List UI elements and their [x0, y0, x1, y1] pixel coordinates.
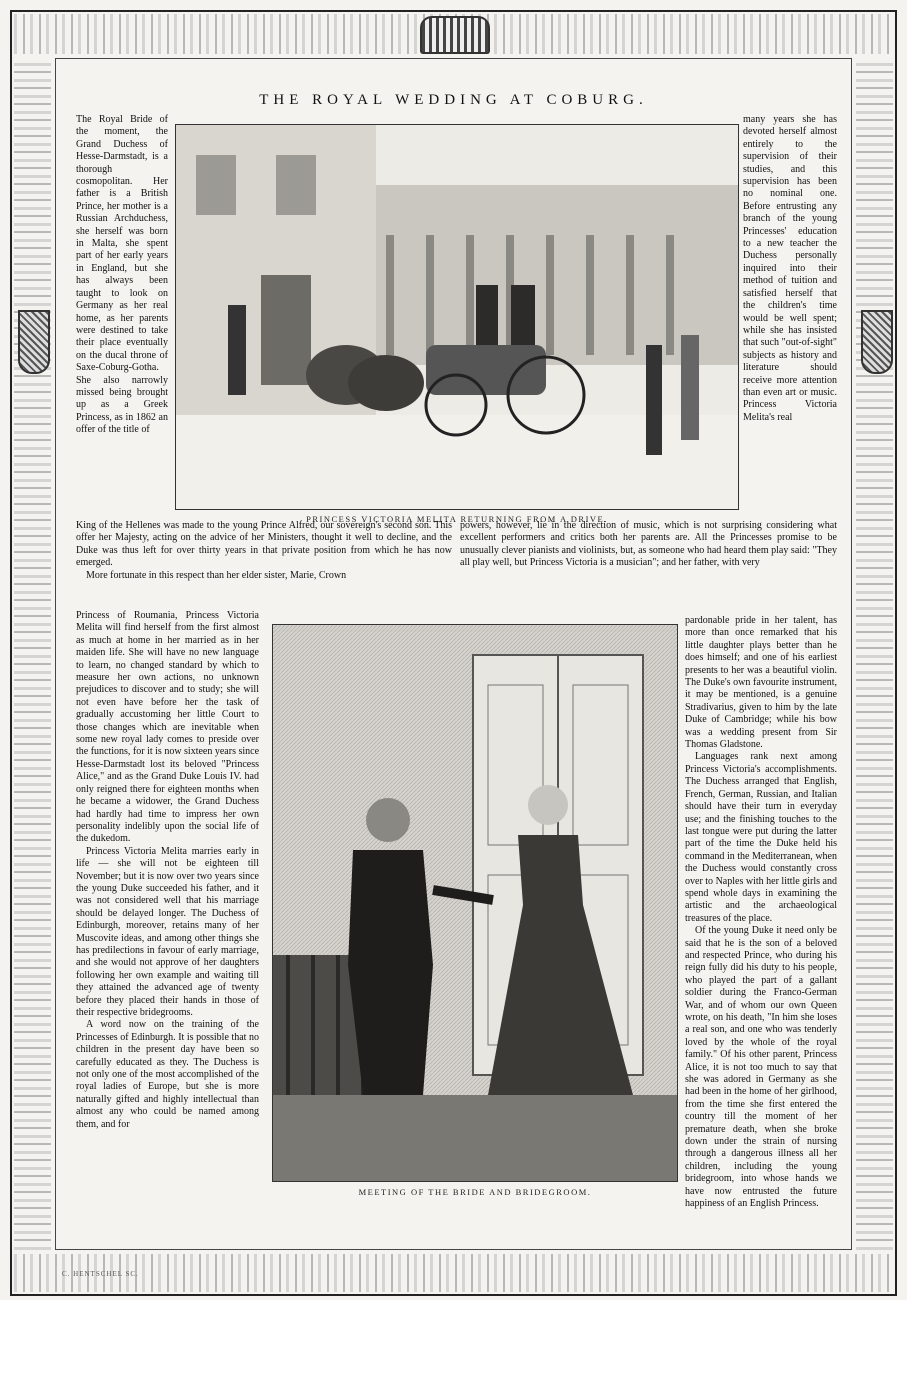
paragraph: many years she has devoted herself almost entirely to the supervision of their studies, and this supervision has been no nominal one. Before entrusting any branch of the young Princesses' education to a new teacher the Duchess personally inquired into their method of tuition and satisfied herself that the children's time would be well spent; while she has insisted that such "out-of-sight" subjects as history and literature should receive more attention than even art or music. Princess Victoria Melita's real [743, 114, 837, 423]
paragraph: Princess of Roumania, Princess Victoria Melita will find herself from the first almost as much at home in her married as in her maiden life. She will have no new language to learn, no changed standard by which to measure her own actions, no unknown prejudices to discover and to study; she will not even have before her the task of gradually accustoming her little Court to those changes which are inevitable when some new royal lady comes to preside over the functions, for it is now sixteen years since Hesse-Darmstadt lost its beloved "Princess Alice," and as the Grand Duke Louis IV. had only reigned there for eighteen months when he became a widower, the Grand Duchess had hardly had time to impress her own personality indelibly upon the social life of the dukedom. [76, 610, 260, 845]
paragraph: Of the young Duke it need only be said that he is the son of a beloved and respected Prince, who during his reign fully did his duty to his people, who played the part of a gallant soldier during the Franco-German War, and of whom our own Queen wrote, on his death, "In him she loses a real son, and one who was tenderly loved by the whole of the royal family." Of his other parent, Princess Alice, it is not too much to say that she was adored in Germany as she had been in the home of her girlhood, from the time she first entered the country till the moment of her premature death, when she broke down under the strain of nursing through a dangerous illness all her children, including the young bridegroom, into whose hands we have now entrusted the future happiness of an English Princess. [685, 925, 837, 1210]
illustration-caption-drive: PRINCESS VICTORIA MELITA RETURNING FROM A DRIVE. [306, 514, 608, 524]
paragraph: King of the Hellenes was made to the young Prince Alfred, our sovereign's second son. This offer her Majesty, acting on the advice of her Ministers, thought it well to decline, and the Duke was thus left for over thirty years in that private position from which he has now emerged. [76, 520, 452, 569]
page-title: THE ROYAL WEDDING AT COBURG. [259, 92, 648, 108]
illustration-bride-bridegroom [272, 624, 678, 1182]
text-column-wide-right [460, 520, 837, 615]
text-column-right-top [743, 114, 837, 520]
illustration-caption-meeting: MEETING OF THE BRIDE AND BRIDEGROOM. [358, 1187, 592, 1197]
paragraph: More fortunate in this respect than her elder sister, Marie, Crown [86, 569, 347, 581]
paragraph: powers, however, lie in the direction of music, which is not surprising considering what excellent performers and critics both her parents are. All the Princesses promise to be unusually clever pianists and violinists, but, as someone who had heard them play said: "They all play well, but Princess Victoria is a musician"; and her father, with very [460, 520, 837, 569]
text-column-wide-left [76, 520, 452, 610]
text-column-right-bottom [685, 615, 837, 1210]
paragraph: The Royal Bride of the moment, the Grand Duchess of Hesse-Darmstadt, is a thorough cosmopolitan. Her father is a British Prince, her mother is a Russian Archduchess, she herself was born in Malta, she spent part of her early years in England, but she has always been taught to look on Germany as her real home, as her parents were destined to take their place eventually on the ducal throne of Saxe-Coburg-Gotha. She also narrowly missed being brought up as a Greek Princess, as in 1862 an offer of the title of [76, 114, 168, 436]
paragraph: Princess Victoria Melita marries early in life — she will not be eighteen till November; but it is now over two years since the young Duke succeeded his father, and it was not considered well that his marriage should be delayed longer. The Duchess of Edinburgh, moreover, retains many of her Muscovite ideas, and among other things she has predilections in favour of early marriage, and she would not approve of her daughters following her own example and waiting till they attained the advanced age of twenty before they placed their hands in those of their respective bridegrooms. [76, 845, 259, 1018]
paragraph: Languages rank next among Princess Victoria's accomplishments. The Duchess arranged that English, French, German, Russian, and Italian should have their turn in everyday use; and the finishing touches to the last tongue were put during the latter part of the time the Duke held his command in the Mediterranean, when the Duchess would constantly cross over to Naples with her little girls and spend whole days in examining the artistic and the archaeological treasures of the place. [685, 751, 837, 924]
blank-margin-bottom [0, 1300, 907, 1390]
paragraph: pardonable pride in her talent, has more than once remarked that his little daughter plays better than he does himself; and one of his earliest presents to her was a beautiful violin. The Duke's own favourite instrument, it may be mentioned, is a genuine Stradivarius, given to him by the late Duke of Cambridge; while his bow was a wedding present from Sir Thomas Gladstone. [685, 615, 837, 751]
text-column-left-bottom [76, 610, 259, 1202]
engraver-signature: C. HENTSCHEL SC. [62, 1270, 139, 1278]
illustration-carriage-drive [175, 124, 739, 510]
meeting-engraving [273, 625, 677, 1181]
paragraph: A word now on the training of the Princesses of Edinburgh. It is possible that no children in the present day have been so carefully educated as they. The Duchess is not only one of the most accomplished of the royal ladies of Europe, but she is more naturally gifted and highly intellectual than almost any who could be named among them, and for [76, 1019, 259, 1130]
carriage-engraving [176, 125, 738, 509]
text-column-left-top [76, 114, 168, 520]
